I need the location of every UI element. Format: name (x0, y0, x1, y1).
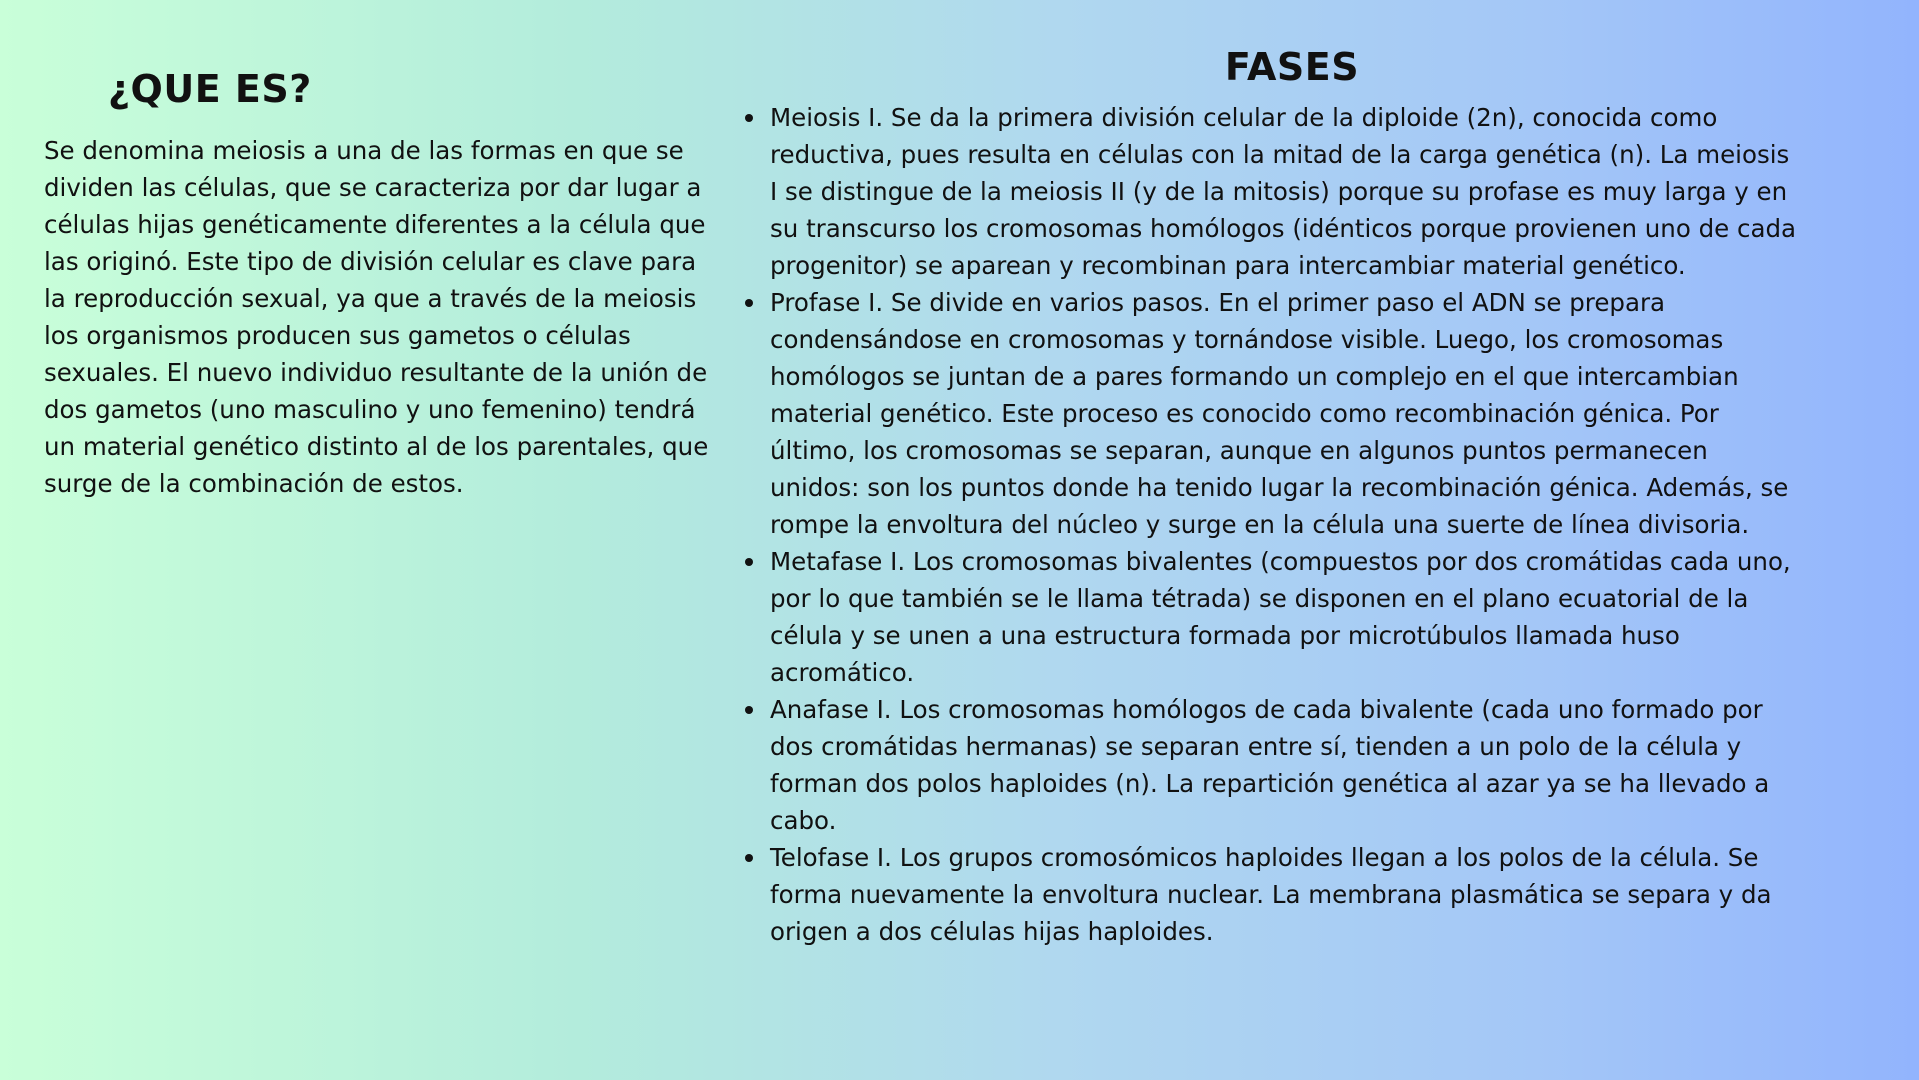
phases-section (742, 44, 1802, 950)
phases-list (742, 99, 1802, 950)
phase-item-meiosis-i: Meiosis I. Se da la primera división celular de la diploide (2n), conocida como reductiva, pues resulta en células con la mitad de la carga genética (n). La meiosis I se distingue de la meiosis II (y de la mitosis) porque su profase es muy larga y en su transcurso los cromosomas homólogos (idénticos porque provienen uno de cada progenitor) se aparean y recombinan para intercambiar material genético. (742, 99, 1802, 284)
definition-paragraph: Se denomina meiosis a una de las formas en que se dividen las células, que se caracteriza por dar lugar a células hijas genéticamente diferentes a la célula que las originó. Este tipo de división celular es clave para la reproducción sexual, ya que a través de la meiosis los organismos producen sus gametos o células sexuales. El nuevo individuo resultante de la unión de dos gametos (uno masculino y uno femenino) tendrá un material genético distinto al de los parentales, que surge de la combinación de estos. (44, 136, 709, 498)
phase-item-telofase-i: Telofase I. Los grupos cromosómicos haploides llegan a los polos de la célula. Se forma nuevamente la envoltura nuclear. La membrana plasmática se separa y da origen a dos células hijas haploides. (742, 839, 1802, 950)
phase-item-anafase-i: Anafase I. Los cromosomas homólogos de cada bivalente (cada uno formado por dos cromátidas hermanas) se separan entre sí, tienden a un polo de la célula y forman dos polos haploides (n). La repartición genética al azar ya se ha llevado a cabo. (742, 691, 1802, 839)
phases-title: FASES (1224, 45, 1360, 89)
definition-title: ¿QUE ES? (108, 67, 312, 111)
phase-item-profase-i: Profase I. Se divide en varios pasos. En el primer paso el ADN se prepara condensándose en cromosomas y tornándose visible. Luego, los cromosomas homólogos se juntan de a pares formando un complejo en el que intercambian material genético. Este proceso es conocido como recombinación génica. Por último, los cromosomas se separan, aunque en algunos puntos permanecen unidos: son los puntos donde ha tenido lugar la recombinación génica. Además, se rompe la envoltura del núcleo y surge en la célula una suerte de línea divisoria. (742, 284, 1802, 543)
definition-section (44, 66, 716, 502)
phase-item-metafase-i: Metafase I. Los cromosomas bivalentes (compuestos por dos cromátidas cada uno, por lo que también se le llama tétrada) se disponen en el plano ecuatorial de la célula y se unen a una estructura formada por microtúbulos llamada huso acromático. (742, 543, 1802, 691)
